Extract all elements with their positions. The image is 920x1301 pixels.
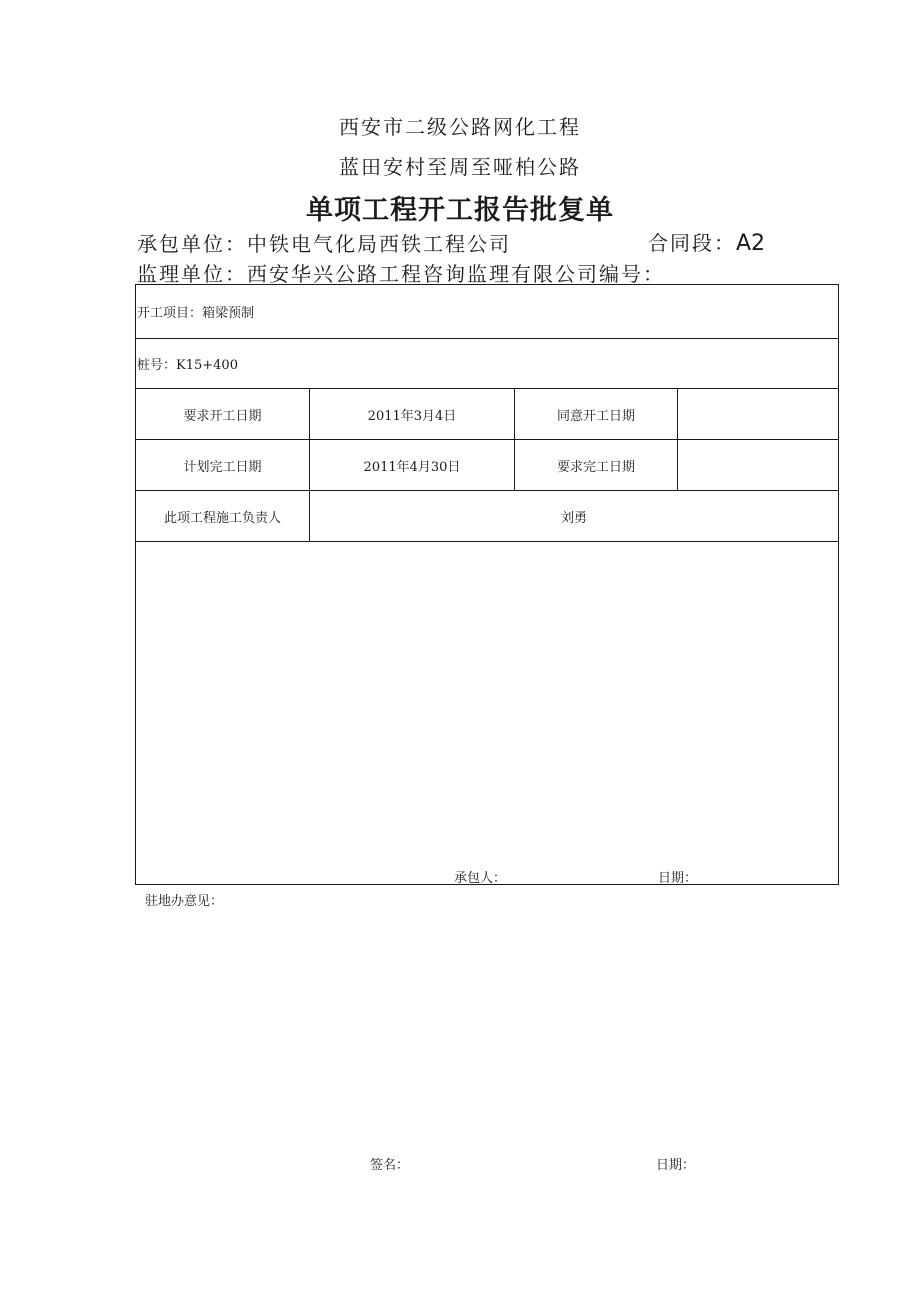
table-row xyxy=(136,339,839,389)
contract-section-value: A2 xyxy=(736,231,766,256)
contractor-sign-label: 承包人： xyxy=(454,871,507,886)
table-row xyxy=(136,440,839,491)
required-finish-value[interactable] xyxy=(678,440,839,491)
required-start-value: 2011年3月4日 xyxy=(310,389,515,440)
contract-section-label: 合同段： xyxy=(648,231,736,255)
supervisor-line xyxy=(137,258,665,287)
person-label: 此项工程施工负责人 xyxy=(136,491,310,542)
supervisor-value: 西安华兴公路工程咨询监理有限公司 xyxy=(247,262,599,286)
number-label: 编号： xyxy=(599,262,665,286)
agreed-start-value[interactable] xyxy=(678,389,839,440)
planned-finish-label: 计划完工日期 xyxy=(136,440,310,491)
approval-form-table xyxy=(135,284,839,885)
contractor-value: 中铁电气化局西铁工程公司 xyxy=(247,232,511,256)
header-line-1: 西安市二级公路网化工程 xyxy=(339,115,581,139)
table-row xyxy=(136,542,839,885)
agreed-start-label: 同意开工日期 xyxy=(515,389,678,440)
required-finish-label: 要求完工日期 xyxy=(515,440,678,491)
project-cell: 开工项目：箱梁预制 xyxy=(136,285,839,339)
supervisor-label: 监理单位： xyxy=(137,262,247,286)
contractor-date-label: 日期： xyxy=(658,871,698,886)
contract-section xyxy=(648,227,765,256)
contractor-line xyxy=(137,228,511,257)
table-row xyxy=(136,389,839,440)
office-sign-label: 签名： xyxy=(370,1158,410,1173)
required-start-label: 要求开工日期 xyxy=(136,389,310,440)
document-title: 单项工程开工报告批复单 xyxy=(306,195,614,226)
header-line-2: 蓝田安村至周至哑柏公路 xyxy=(339,155,581,179)
person-value: 刘勇 xyxy=(310,491,839,542)
table-row xyxy=(136,285,839,339)
planned-finish-value: 2011年4月30日 xyxy=(310,440,515,491)
remarks-cell[interactable] xyxy=(136,542,839,885)
contractor-label: 承包单位： xyxy=(137,232,247,256)
table-row xyxy=(136,491,839,542)
office-date-label: 日期： xyxy=(656,1158,696,1173)
station-cell: 桩号：K15+400 xyxy=(136,339,839,389)
office-opinion-label: 驻地办意见： xyxy=(145,894,224,909)
